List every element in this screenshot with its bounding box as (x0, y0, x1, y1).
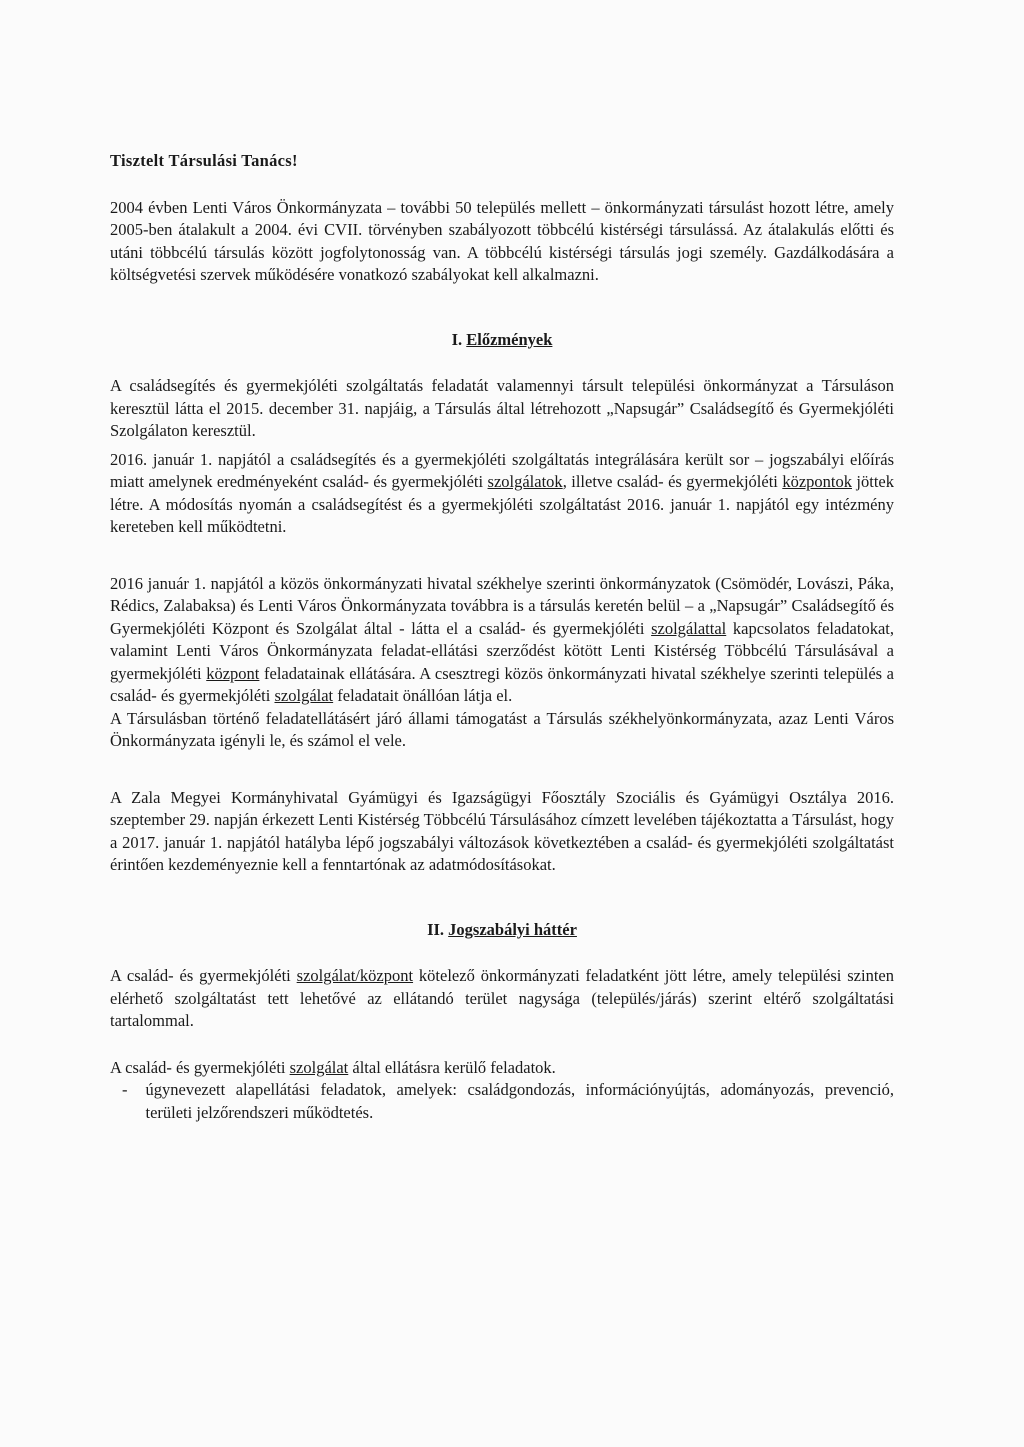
underlined-term: szolgálatok (487, 472, 563, 491)
section-1-number: I. (451, 329, 463, 349)
bullet-text: úgynevezett alapellátási feladatok, amelyek: családgondozás, információnyújtás, adományozás, prevenció, területi jelzőrendszeri működtetés. (145, 1080, 894, 1122)
section-1-paragraph-2 (110, 449, 894, 539)
section-1-title: Előzmények (466, 329, 553, 349)
text-run: , illetve család- és gyermekjóléti (562, 472, 783, 491)
text-run: által ellátásra kerülő feladatok. (348, 1057, 556, 1077)
section-2-heading (110, 919, 894, 942)
text-run: kapcsolatos feladatokat, valamint Lenti Város Önkormányzata feladat-ellátási szerződést kötött Lenti Kistérség Többcélú Társulásával a gyermekjóléti (110, 618, 894, 683)
underlined-term: központok (782, 472, 852, 491)
text-run: feladatainak ellátására. A csesztregi közös önkormányzati hivatal székhelye szerinti település a család- és gyermekjóléti (110, 663, 894, 705)
underlined-term: szolgálat (274, 686, 334, 705)
text-run: A család- és gyermekjóléti (110, 1057, 290, 1077)
text-run: A család- és gyermekjóléti (110, 966, 297, 985)
underlined-term: központ (206, 663, 260, 683)
bullet-item (110, 1079, 894, 1124)
section-1-heading (110, 329, 894, 352)
text-run: 2016 január 1. napjától a közös önkormányzati hivatal székhelye szerinti önkormányzatok (Csömödér, Lovászi, Páka, Rédics, Zalabaksa) és Lenti Város Önkormányzata továbbra is a társulás keretén belül – a „Napsugár” Családsegítő és Gyermekjóléti Központ és Szolgálat által - látta el a család- és gyermekjóléti (110, 573, 894, 638)
section-1-paragraph-5: A Zala Megyei Kormányhivatal Gyámügyi és Igazságügyi Főosztály Szociális és Gyámügyi Osztálya 2016. szeptember 29. napján érkezett Lenti Kistérség Többcélú Társulásához címzett levelében tájékoztatta a Társulást, hogy a 2017. január 1. napjától hatályba lépő jogszabályi változások következtében a család- és gyermekjóléti szolgáltatást érintően kezdeményeznie kell a fenntartónak az adatmódosításokat. (110, 787, 894, 874)
underlined-term: szolgálattal (651, 618, 727, 638)
underlined-term: szolgálat (289, 1057, 349, 1077)
section-2-title: Jogszabályi háttér (448, 919, 577, 939)
intro-paragraph: 2004 évben Lenti Város Önkormányzata – további 50 település mellett – önkormányzati társulást hozott létre, amely 2005-ben átalakult a 2004. évi CVII. törvényben szabályozott többcélú kistérségi társulássá. Az átalakulás előtti és utáni többcélú társulás között jogfolytonosság van. A többcélú kistérségi társulás jogi személy. Gazdálkodására a költségvetési szervek működésére vonatkozó szabályokat kell alkalmazni. (110, 197, 894, 284)
section-1-paragraph-4: A Társulásban történő feladatellátásért járó állami támogatást a Társulás székhelyönkormányzata, azaz Lenti Város Önkormányzata igényli le, és számol el vele. (110, 708, 894, 750)
bullet-dash: - (122, 1080, 128, 1099)
underlined-term: szolgálat/központ (296, 966, 414, 985)
section-2-paragraph-2 (110, 1057, 894, 1080)
section-2-paragraph-1 (110, 965, 894, 1033)
section-1-paragraph-1: A családsegítés és gyermekjóléti szolgáltatás feladatát valamennyi társult települési önkormányzat a Társuláson keresztül látta el 2015. december 31. napjáig, a Társulás által létrehozott „Napsugár” Családsegítő és Gyermekjóléti Szolgálaton keresztül. (110, 376, 894, 440)
text-run: feladatait önállóan látja el. (333, 686, 513, 705)
section-1-paragraph-3 (110, 573, 894, 708)
text-run: kötelező önkormányzati feladatként jött létre, amely települési szinten elérhető szolgáltatást tett lehetővé az ellátandó terület nagysága (település/járás) szerint eltérő szolgáltatási tartalommal. (110, 966, 894, 1030)
greeting: Tisztelt Társulási Tanács! (110, 151, 298, 170)
text-run: 2016. január 1. napjától a családsegítés és a gyermekjóléti szolgáltatás integrálására került sor – jogszabályi előírás miatt amelynek eredményeként család- és gyermekjóléti (110, 449, 894, 491)
text-run: jöttek létre. A módosítás nyomán a családsegítést és a gyermekjóléti szolgáltatást 2016. január 1. napjától egy intézmény kereteben kell működtetni. (110, 472, 894, 536)
section-2-number: II. (427, 919, 445, 939)
